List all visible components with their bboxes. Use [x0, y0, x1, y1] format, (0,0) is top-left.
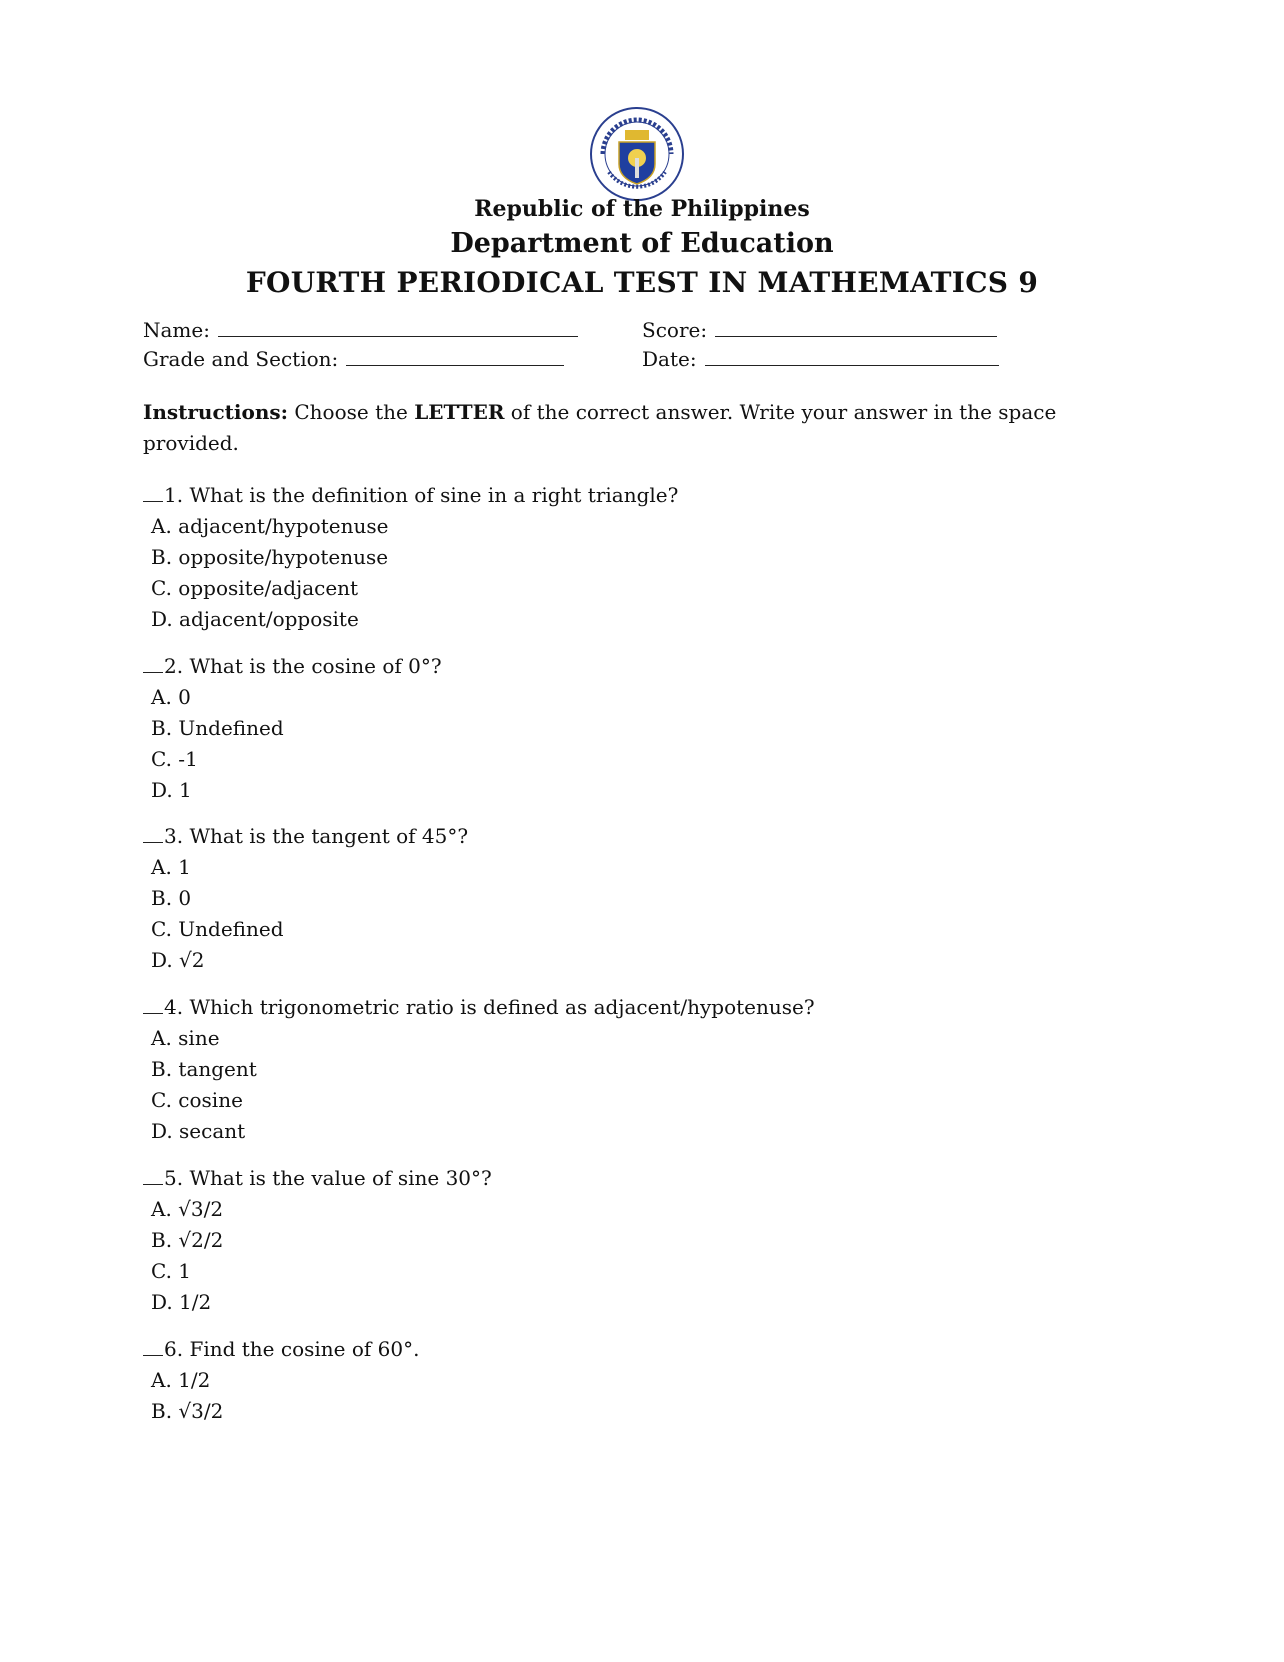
header-department: Department of Education — [450, 228, 834, 259]
question-item — [143, 1334, 419, 1427]
question-item — [143, 821, 468, 976]
answer-blank[interactable] — [143, 483, 163, 502]
question-item — [143, 651, 442, 806]
question-number: 3. — [164, 824, 184, 848]
question-text: What is the cosine of 0°? — [189, 654, 442, 678]
question-number: 4. — [164, 995, 184, 1019]
question-stem — [143, 992, 815, 1023]
answer-option: C. 1 — [151, 1259, 192, 1283]
answer-option: C. Undefined — [151, 917, 284, 941]
score-field — [642, 318, 997, 342]
question-stem — [143, 1163, 492, 1194]
instructions-text-1: Choose the — [288, 400, 415, 424]
answer-option: D. secant — [151, 1119, 246, 1143]
question-item — [143, 480, 678, 635]
grade-section-label: Grade and Section: — [143, 347, 339, 371]
date-field — [642, 347, 999, 371]
answer-option: B. 0 — [151, 886, 192, 910]
question-item — [143, 992, 815, 1147]
answer-option: B. √2/2 — [151, 1228, 224, 1252]
answer-option: D. 1 — [151, 778, 192, 802]
answer-blank[interactable] — [143, 654, 163, 673]
instructions — [143, 397, 1088, 459]
question-text: What is the value of sine 30°? — [189, 1166, 492, 1190]
question-stem — [143, 1334, 419, 1365]
answer-option: B. tangent — [151, 1057, 257, 1081]
question-text: What is the definition of sine in a right triangle? — [189, 483, 679, 507]
answer-option: B. opposite/hypotenuse — [151, 545, 389, 569]
answer-option: C. -1 — [151, 747, 198, 771]
date-label: Date: — [642, 347, 697, 371]
answer-option: D. adjacent/opposite — [151, 607, 359, 631]
answer-option: D. √2 — [151, 948, 205, 972]
answer-blank[interactable] — [143, 824, 163, 843]
question-number: 1. — [164, 483, 184, 507]
answer-option: A. 0 — [151, 685, 191, 709]
answer-blank[interactable] — [143, 1166, 163, 1185]
answer-blank[interactable] — [143, 1337, 163, 1356]
answer-option: A. 1/2 — [151, 1368, 211, 1392]
answer-option: D. 1/2 — [151, 1290, 212, 1314]
question-stem — [143, 821, 468, 852]
question-number: 2. — [164, 654, 184, 678]
question-number: 6. — [164, 1337, 184, 1361]
deped-seal-icon — [589, 106, 685, 202]
header-republic: Republic of the Philippines — [474, 196, 810, 222]
score-label: Score: — [642, 318, 708, 342]
question-text: Which trigonometric ratio is defined as adjacent/hypotenuse? — [189, 995, 815, 1019]
question-number: 5. — [164, 1166, 184, 1190]
answer-option: C. opposite/adjacent — [151, 576, 359, 600]
answer-option: B. √3/2 — [151, 1399, 224, 1423]
answer-blank[interactable] — [143, 995, 163, 1014]
question-stem — [143, 480, 678, 511]
answer-option: A. sine — [151, 1026, 220, 1050]
name-field — [143, 318, 578, 342]
date-input[interactable] — [705, 347, 999, 366]
test-title: FOURTH PERIODICAL TEST IN MATHEMATICS 9 — [245, 266, 1039, 299]
grade-section-input[interactable] — [346, 347, 564, 366]
answer-option: A. 1 — [151, 855, 191, 879]
answer-option: A. √3/2 — [151, 1197, 224, 1221]
instructions-emphasis: LETTER — [414, 400, 505, 424]
question-text: Find the cosine of 60°. — [189, 1337, 420, 1361]
question-text: What is the tangent of 45°? — [189, 824, 469, 848]
grade-section-field — [143, 347, 564, 371]
question-stem — [143, 651, 442, 682]
answer-option: A. adjacent/hypotenuse — [151, 514, 389, 538]
answer-option: C. cosine — [151, 1088, 243, 1112]
name-input[interactable] — [218, 318, 578, 337]
instructions-text-2: of the correct answer. Write your answer in the space provided. — [143, 400, 1057, 455]
score-input[interactable] — [715, 318, 997, 337]
answer-option: B. Undefined — [151, 716, 284, 740]
name-label: Name: — [143, 318, 210, 342]
instructions-label: Instructions: — [143, 400, 289, 424]
question-item — [143, 1163, 492, 1318]
